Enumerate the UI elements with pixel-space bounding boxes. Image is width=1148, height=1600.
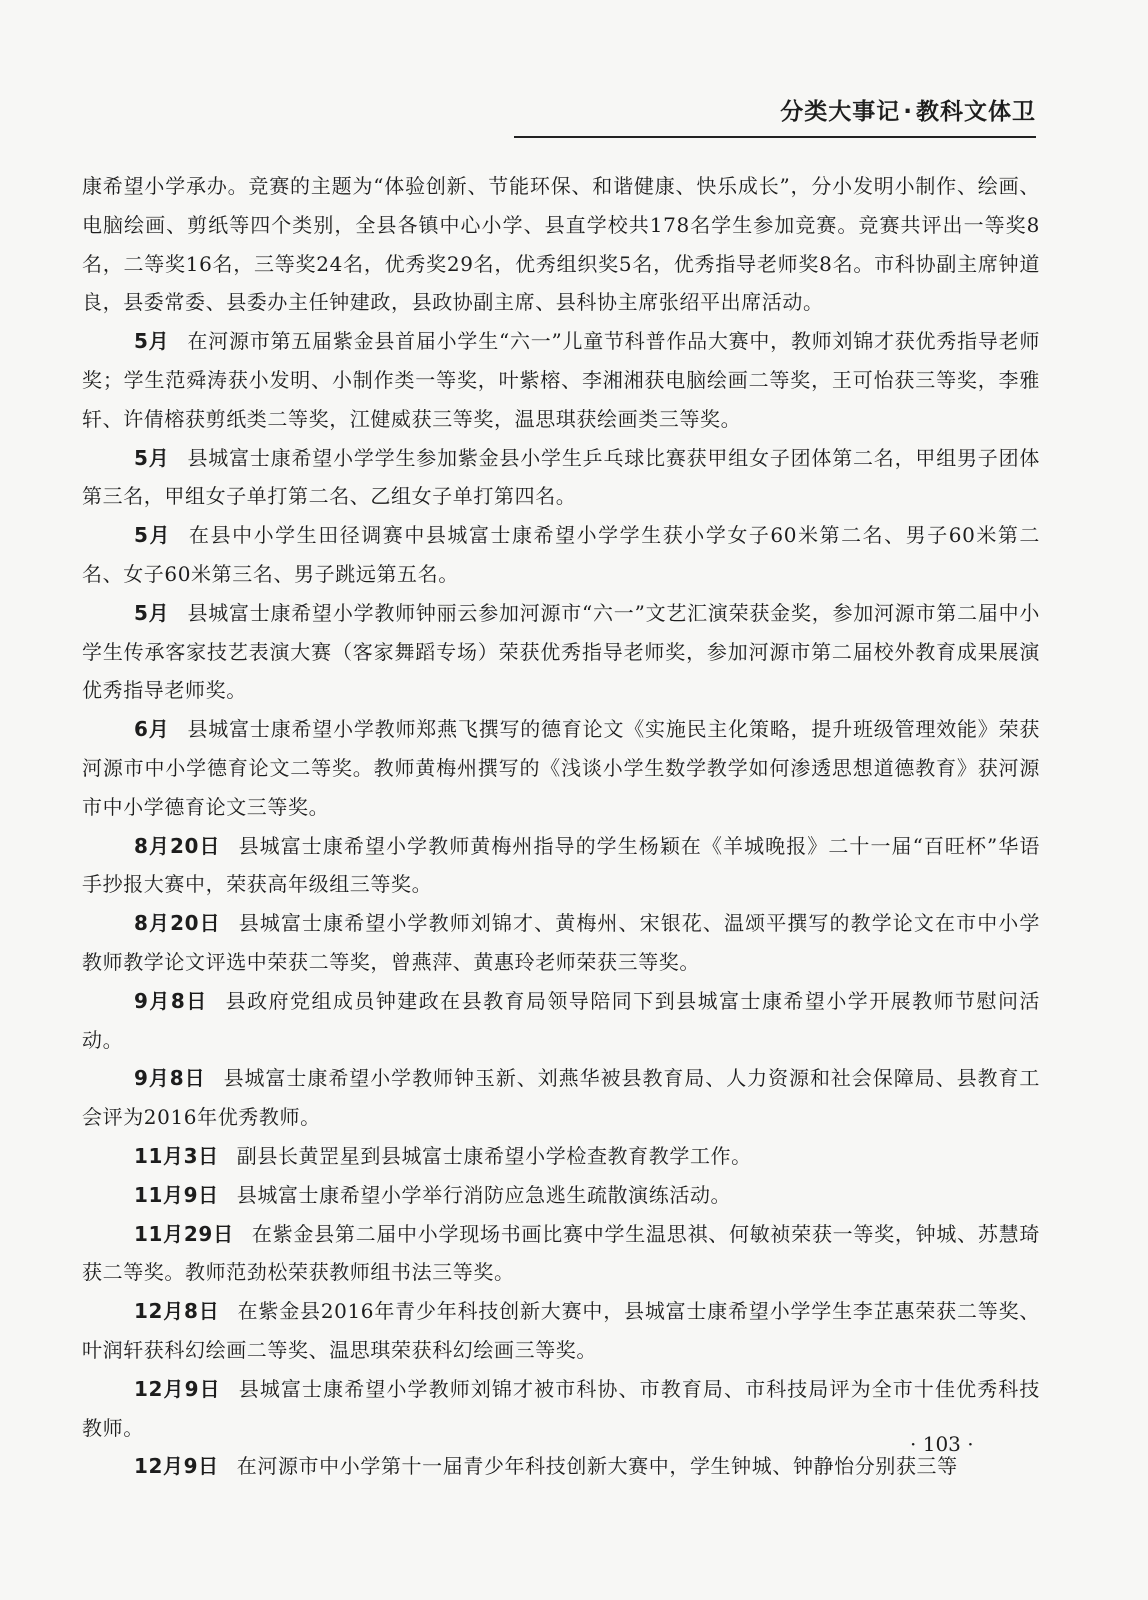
running-head: [780, 93, 1036, 126]
entry-paragraph: [82, 1137, 1040, 1176]
entry-text: 在县中小学生田径调赛中县城富士康希望小学学生获小学女子60米第二名、男子60米第二名、女子60米第三名、男子跳远第五名。: [82, 523, 1041, 586]
entry-date: 5月: [134, 445, 170, 470]
entry-date: 12月9日: [134, 1454, 219, 1479]
entry-text: 在河源市第五届紫金县首届小学生“六一”儿童节科普作品大赛中，教师刘锦才获优秀指导老师奖；学生范舜涛获小发明、小制作类一等奖，叶紫榕、李湘湘获电脑绘画二等奖，王可怡获三等奖，李雅轩、许倩榕获剪纸类二等奖，江健威获三等奖，温思琪获绘画类三等奖。: [82, 329, 1040, 431]
title-separator: ·: [903, 99, 913, 125]
entry-text: 在河源市中小学第十一届青少年科技创新大赛中，学生钟城、钟静怡分别获三等: [236, 1454, 958, 1479]
entry-date: 5月: [134, 600, 170, 625]
entry-date: 8月20日: [134, 911, 221, 936]
entry-text: 在紫金县2016年青少年科技创新大赛中，县城富士康希望小学学生李芷惠荣获二等奖、叶润轩获科幻绘画二等奖、温思琪荣获科幻绘画三等奖。: [82, 1299, 1041, 1362]
entry-text: 县城富士康希望小学教师刘锦才被市科协、市教育局、市科技局评为全市十佳优秀科技教师。: [82, 1376, 1040, 1440]
entry-text: 县城富士康希望小学学生参加紫金县小学生乒乓球比赛获甲组女子团体第二名，甲组男子团体第三名，甲组女子单打第二名、乙组女子单打第四名。: [82, 445, 1040, 509]
header-rule: [514, 136, 1036, 138]
entry-paragraph: [82, 1370, 1040, 1448]
entry-paragraph: [82, 1215, 1040, 1293]
entry-paragraph: [82, 1447, 1040, 1486]
entry-text: 县城富士康希望小学教师钟丽云参加河源市“六一”文艺汇演荣获金奖，参加河源市第二届中小学生传承客家技艺表演大赛（客家舞蹈专场）荣获优秀指导老师奖，参加河源市第二届校外教育成果展演优秀指导老师奖。: [82, 600, 1040, 703]
entry-text: 县政府党组成员钟建政在县教育局领导陪同下到县城富士康希望小学开展教师节慰问活动。: [82, 988, 1040, 1052]
entry-text: 在紫金县第二届中小学现场书画比赛中学生温思祺、何敏祯荣获一等奖，钟城、苏慧琦获二等奖。教师范劲松荣获教师组书法三等奖。: [82, 1221, 1040, 1285]
entry-paragraph: [82, 167, 1040, 322]
entry-paragraph: [82, 322, 1040, 438]
entry-date: 6月: [134, 717, 170, 742]
entry-text: 县城富士康希望小学教师黄梅州指导的学生杨颖在《羊城晚报》二十一届“百旺杯”华语手抄报大赛中，荣获高年级组三等奖。: [82, 833, 1041, 897]
entry-paragraph: [82, 516, 1040, 594]
entry-paragraph: [82, 1059, 1040, 1137]
subsection-title: 教科文体卫: [916, 99, 1036, 125]
entry-date: 9月8日: [134, 988, 208, 1013]
entry-date: 5月: [134, 523, 171, 548]
entry-paragraph: [82, 594, 1040, 710]
entry-paragraph: [82, 439, 1040, 517]
entry-text: 县城富士康希望小学教师郑燕飞撰写的德育论文《实施民主化策略，提升班级管理效能》荣获河源市中小学德育论文二等奖。教师黄梅州撰写的《浅谈小学生数学教学如何渗透思想道德教育》获河源市中小学德育论文三等奖。: [82, 717, 1040, 819]
entry-paragraph: [82, 904, 1040, 982]
entry-paragraph: [82, 1176, 1040, 1215]
entry-text: 县城富士康希望小学举行消防应急逃生疏散演练活动。: [236, 1182, 732, 1207]
entry-date: 11月29日: [134, 1221, 234, 1246]
page-number: · 103 ·: [910, 1432, 974, 1456]
section-title: 分类大事记: [780, 99, 901, 125]
entry-date: 11月9日: [134, 1182, 219, 1207]
entry-date: 12月8日: [134, 1299, 220, 1324]
entry-text: 县城富士康希望小学教师钟玉新、刘燕华被县教育局、人力资源和社会保障局、县教育工会评为2016年优秀教师。: [82, 1066, 1041, 1130]
entry-paragraph: [82, 982, 1040, 1060]
entry-paragraph: [82, 710, 1040, 826]
entry-text: 副县长黄罡星到县城富士康希望小学检查教育教学工作。: [236, 1143, 752, 1168]
entry-date: 8月20日: [134, 833, 221, 858]
entry-paragraph: [82, 827, 1040, 905]
entry-date: 9月8日: [134, 1066, 206, 1091]
body-text: [82, 167, 1040, 1486]
entry-paragraph: [82, 1292, 1040, 1370]
entry-text: 康希望小学承办。竞赛的主题为“体验创新、节能环保、和谐健康、快乐成长”，分小发明小制作、绘画、电脑绘画、剪纸等四个类别，全县各镇中心小学、县直学校共178名学生参加竞赛。竞赛共评出一等奖8名，二等奖16名，三等奖24名，优秀奖29名，优秀组织奖5名，优秀指导老师奖8名。市科协副主席钟道良，县委常委、县委办主任钟建政，县政协副主席、县科协主席张绍平出席活动。: [82, 174, 1040, 315]
entry-text: 县城富士康希望小学教师刘锦才、黄梅州、宋银花、温颂平撰写的教学论文在市中小学教师教学论文评选中荣获二等奖，曾燕萍、黄惠玲老师荣获三等奖。: [82, 911, 1040, 974]
entry-date: 12月9日: [134, 1376, 221, 1401]
entry-date: 11月3日: [134, 1143, 219, 1168]
entry-date: 5月: [134, 329, 170, 354]
